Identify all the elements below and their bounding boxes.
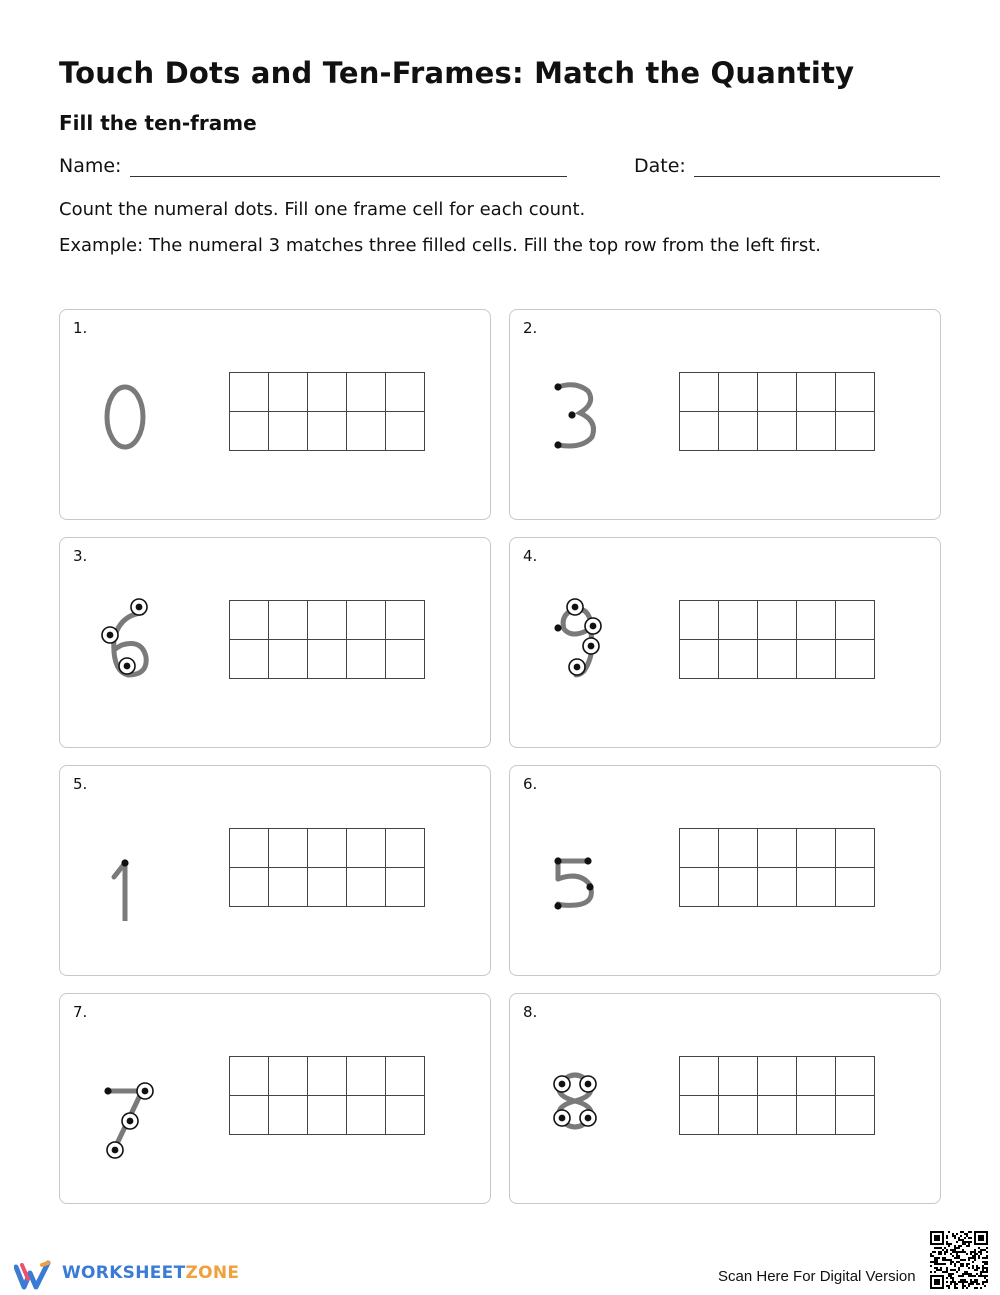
ten-frame-cell[interactable] [230, 829, 269, 868]
ten-frame-cell[interactable] [680, 868, 719, 907]
ten-frame-cell[interactable] [308, 373, 347, 412]
ten-frame-cell[interactable] [269, 829, 308, 868]
ten-frame-cell[interactable] [347, 1096, 386, 1135]
ten-frame-cell[interactable] [758, 601, 797, 640]
ten-frame-cell[interactable] [347, 868, 386, 907]
ten-frame-cell[interactable] [269, 868, 308, 907]
problem-card [509, 765, 941, 976]
ten-frame-cell[interactable] [308, 601, 347, 640]
page-title: Touch Dots and Ten-Frames: Match the Quantity [59, 56, 855, 90]
ten-frame-cell[interactable] [836, 868, 875, 907]
ten-frame-cell[interactable] [719, 601, 758, 640]
ten-frame-cell[interactable] [386, 412, 425, 451]
problem-number: 1. [73, 319, 88, 337]
ten-frame-cell[interactable] [386, 640, 425, 679]
ten-frame-cell[interactable] [758, 1057, 797, 1096]
ten-frame-cell[interactable] [836, 1096, 875, 1135]
ten-frame-cell[interactable] [230, 868, 269, 907]
touch-dot-numeral-1 [90, 811, 160, 921]
ten-frame [679, 1056, 875, 1135]
ten-frame-cell[interactable] [230, 640, 269, 679]
ten-frame-cell[interactable] [680, 601, 719, 640]
ten-frame-cell[interactable] [269, 412, 308, 451]
ten-frame-cell[interactable] [836, 1057, 875, 1096]
qr-code-icon[interactable] [930, 1231, 988, 1289]
touch-dot-numeral-5 [540, 811, 610, 921]
ten-frame-cell[interactable] [797, 412, 836, 451]
ten-frame-cell[interactable] [836, 829, 875, 868]
ten-frame-cell[interactable] [347, 640, 386, 679]
ten-frame-cell[interactable] [758, 829, 797, 868]
ten-frame [679, 600, 875, 679]
ten-frame-cell[interactable] [680, 1096, 719, 1135]
ten-frame-cell[interactable] [797, 1057, 836, 1096]
ten-frame-cell[interactable] [386, 868, 425, 907]
problem-card [509, 993, 941, 1204]
ten-frame-cell[interactable] [797, 1096, 836, 1135]
ten-frame-cell[interactable] [386, 601, 425, 640]
ten-frame-cell[interactable] [269, 373, 308, 412]
date-field[interactable] [694, 176, 940, 177]
ten-frame [229, 600, 425, 679]
problem-card [509, 309, 941, 520]
problem-number: 5. [73, 775, 88, 793]
ten-frame-cell[interactable] [347, 412, 386, 451]
example-text: Example: The numeral 3 matches three filled cells. Fill the top row from the left first. [59, 235, 821, 256]
ten-frame-cell[interactable] [719, 373, 758, 412]
ten-frame-cell[interactable] [308, 640, 347, 679]
problem-card [59, 993, 491, 1204]
scan-text: Scan Here For Digital Version [718, 1268, 916, 1285]
touch-dot-numeral-7 [90, 1014, 160, 1164]
ten-frame-cell[interactable] [719, 412, 758, 451]
problem-card [59, 537, 491, 748]
ten-frame-cell[interactable] [308, 412, 347, 451]
problem-number: 6. [523, 775, 538, 793]
ten-frame-cell[interactable] [758, 412, 797, 451]
ten-frame-cell[interactable] [308, 829, 347, 868]
ten-frame-cell[interactable] [797, 601, 836, 640]
ten-frame-cell[interactable] [680, 829, 719, 868]
brand-name [62, 1263, 239, 1283]
problem-card [509, 537, 941, 748]
problem-number: 8. [523, 1003, 538, 1021]
ten-frame-cell[interactable] [269, 1057, 308, 1096]
problem-number: 2. [523, 319, 538, 337]
ten-frame-cell[interactable] [680, 412, 719, 451]
section-subtitle: Fill the ten-frame [59, 111, 257, 135]
ten-frame [229, 372, 425, 451]
ten-frame-cell[interactable] [230, 373, 269, 412]
ten-frame-cell[interactable] [797, 373, 836, 412]
ten-frame-cell[interactable] [308, 868, 347, 907]
ten-frame-cell[interactable] [386, 829, 425, 868]
ten-frame-cell[interactable] [797, 829, 836, 868]
problem-number: 4. [523, 547, 538, 565]
problem-card [59, 309, 491, 520]
ten-frame-cell[interactable] [758, 640, 797, 679]
ten-frame-cell[interactable] [347, 829, 386, 868]
instruction-text: Count the numeral dots. Fill one frame cell for each count. [59, 199, 586, 220]
ten-frame [679, 372, 875, 451]
ten-frame-cell[interactable] [269, 1096, 308, 1135]
name-label: Name: [59, 155, 122, 177]
touch-dot-numeral-3 [540, 355, 610, 465]
ten-frame-cell[interactable] [758, 373, 797, 412]
ten-frame-cell[interactable] [308, 1057, 347, 1096]
ten-frame [229, 1056, 425, 1135]
touch-dot-numeral-0 [90, 355, 160, 465]
ten-frame-cell[interactable] [680, 1057, 719, 1096]
ten-frame-cell[interactable] [347, 373, 386, 412]
touch-dot-numeral-9 [540, 583, 610, 693]
problem-number: 7. [73, 1003, 88, 1021]
ten-frame [679, 828, 875, 907]
ten-frame-cell[interactable] [269, 601, 308, 640]
brand-part2: ZONE [185, 1263, 240, 1283]
ten-frame-cell[interactable] [269, 640, 308, 679]
ten-frame-cell[interactable] [797, 868, 836, 907]
ten-frame-cell[interactable] [836, 640, 875, 679]
ten-frame-cell[interactable] [836, 412, 875, 451]
touch-dot-numeral-8 [540, 1039, 610, 1149]
ten-frame-cell[interactable] [680, 640, 719, 679]
ten-frame-cell[interactable] [230, 601, 269, 640]
ten-frame-cell[interactable] [719, 829, 758, 868]
ten-frame-cell[interactable] [347, 1057, 386, 1096]
ten-frame [229, 828, 425, 907]
ten-frame-cell[interactable] [719, 1096, 758, 1135]
touch-dot-numeral-6 [90, 583, 160, 693]
ten-frame-cell[interactable] [719, 640, 758, 679]
problem-card [59, 765, 491, 976]
brand-part1: WORKSHEET [62, 1263, 186, 1283]
ten-frame-cell[interactable] [797, 640, 836, 679]
ten-frame-cell[interactable] [230, 1057, 269, 1096]
ten-frame-cell[interactable] [308, 1096, 347, 1135]
ten-frame-cell[interactable] [347, 601, 386, 640]
name-field[interactable] [130, 176, 567, 177]
ten-frame-cell[interactable] [680, 373, 719, 412]
ten-frame-cell[interactable] [230, 412, 269, 451]
ten-frame-cell[interactable] [719, 1057, 758, 1096]
ten-frame-cell[interactable] [758, 868, 797, 907]
date-label: Date: [634, 155, 686, 177]
ten-frame-cell[interactable] [758, 1096, 797, 1135]
ten-frame-cell[interactable] [230, 1096, 269, 1135]
ten-frame-cell[interactable] [836, 373, 875, 412]
ten-frame-cell[interactable] [836, 601, 875, 640]
ten-frame-cell[interactable] [719, 868, 758, 907]
problem-number: 3. [73, 547, 88, 565]
ten-frame-cell[interactable] [386, 1057, 425, 1096]
ten-frame-cell[interactable] [386, 373, 425, 412]
ten-frame-cell[interactable] [386, 1096, 425, 1135]
